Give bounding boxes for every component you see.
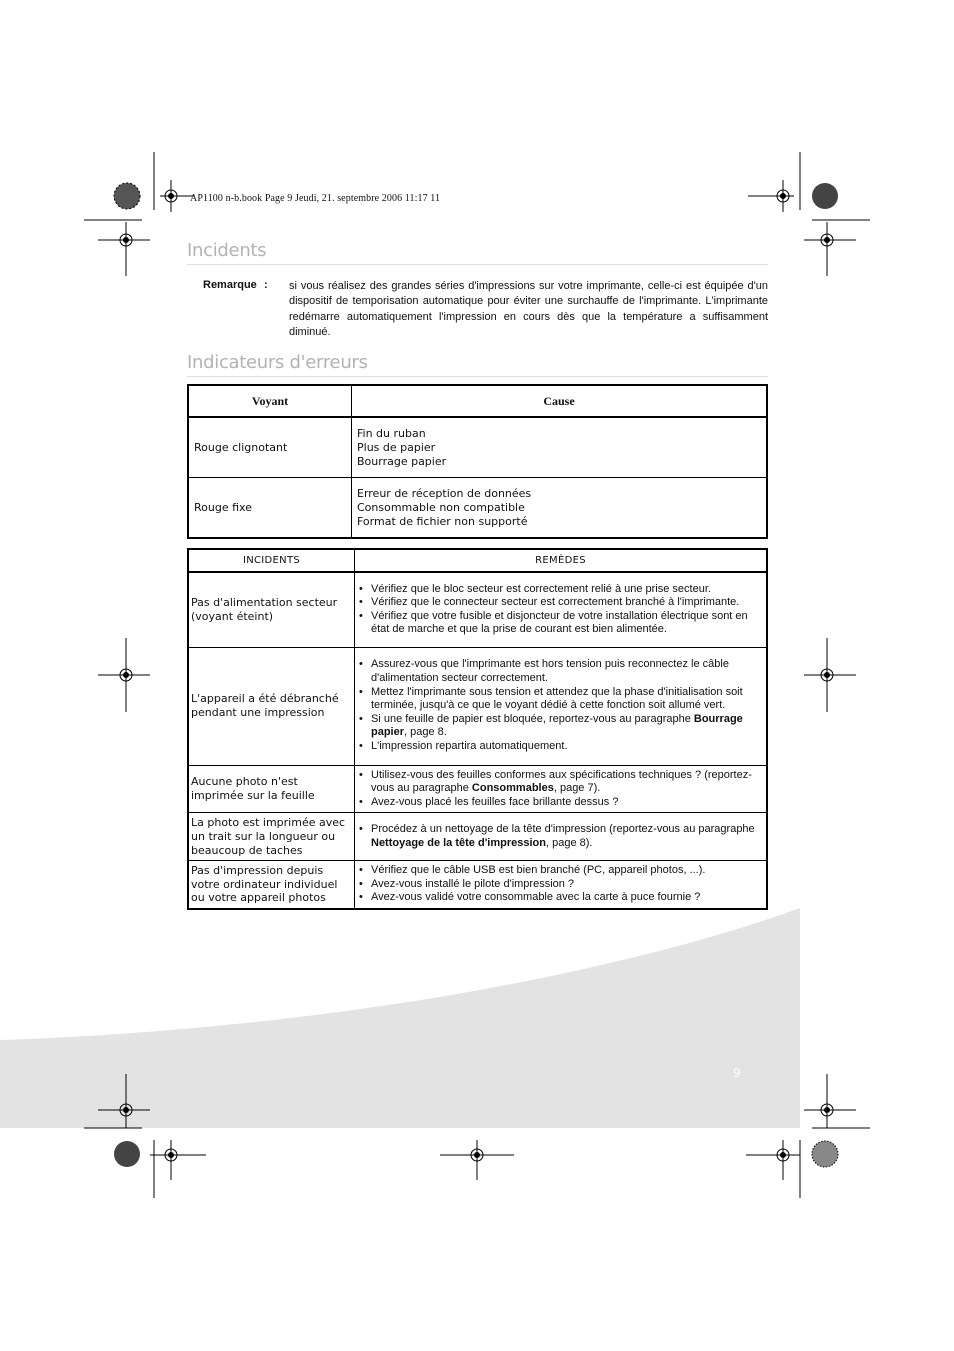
remedy-item: • Mettez l'imprimante sous tension et attendez que la phase d'initialisation soit terminée, jusqu'à ce que le voyant dédié à cette fonction soit allumé vert. <box>359 686 760 713</box>
remedy-item: • Vérifiez que le bloc secteur est correctement relié à une prise secteur. <box>359 583 760 597</box>
table-row <box>188 478 767 539</box>
section-title-error-indicators: Indicateurs d'erreurs <box>187 352 368 373</box>
header-remedes <box>355 549 768 572</box>
table-row <box>188 417 767 478</box>
remedy-cell <box>355 861 768 909</box>
cause-cell <box>352 417 768 478</box>
remedy-list <box>359 583 760 637</box>
header-cause: Cause <box>352 385 768 417</box>
title-rule <box>187 264 768 265</box>
remedy-text: Procédez à un nettoyage de la tête d'impression (reportez-vous au paragraphe <box>371 823 755 836</box>
table-row <box>188 861 767 909</box>
voyant-cell: Rouge fixe <box>188 478 352 539</box>
remedy-item: • Vérifiez que votre fusible et disjoncteur de votre installation électrique sont en état de marche et que la prise de courant est bien alimentée. <box>359 610 760 637</box>
remedy-item: • L'impression repartira automatiquement. <box>359 740 760 754</box>
incident-cell: Aucune photo n'est imprimée sur la feuille <box>188 765 355 813</box>
incidents-table <box>187 548 768 910</box>
remedy-item <box>359 823 760 850</box>
table-row <box>188 572 767 647</box>
cause-line: Format de fichier non supporté <box>357 514 528 528</box>
note-label: Remarque <box>203 279 257 291</box>
remedy-ref-tail: , page 8. <box>404 726 447 739</box>
incident-cell: L'appareil a été débranché pendant une impression <box>188 647 355 765</box>
remedy-item: • Vérifiez que le câble USB est bien branché (PC, appareil photos, ...). <box>359 864 760 878</box>
incident-cell: Pas d'impression depuis votre ordinateur individuel ou votre appareil photos <box>188 861 355 909</box>
remedy-ref: Bourrage papier <box>371 712 743 739</box>
remedy-item <box>359 713 760 740</box>
header-voyant: Voyant <box>188 385 352 417</box>
table-header-row <box>188 549 767 572</box>
remedy-cell <box>355 765 768 813</box>
note-text: si vous réalisez des grandes séries d'impressions sur votre imprimante, celle-ci est équipée d'un dispositif de temporisation automatique pour éviter une surchauffe de l'imprimante. L'imprimante redémarre automatiquement l'impression en cours dès que la température a suffisamment diminué. <box>289 280 768 338</box>
indicator-table <box>187 384 768 539</box>
cause-line: Bourrage papier <box>357 454 447 468</box>
cause-cell <box>352 478 768 539</box>
incident-cell: La photo est imprimée avec un trait sur la longueur ou beaucoup de taches <box>188 813 355 861</box>
remedy-cell <box>355 647 768 765</box>
remedy-list <box>359 823 760 850</box>
page-number: 9 <box>733 1066 741 1080</box>
voyant-cell: Rouge clignotant <box>188 417 352 478</box>
remedy-item <box>359 769 760 796</box>
remedy-ref: Nettoyage de la tête d'impression <box>371 836 546 849</box>
section-title-incidents: Incidents <box>187 240 267 261</box>
remedy-ref-tail: , page 7). <box>553 782 601 795</box>
incident-cell: Pas d'alimentation secteur (voyant éteint) <box>188 572 355 647</box>
remedy-list <box>359 658 760 753</box>
note-colon: : <box>264 279 268 291</box>
table-row <box>188 813 767 861</box>
remedy-list <box>359 864 760 905</box>
table-header-row <box>188 385 767 417</box>
remedy-cell <box>355 813 768 861</box>
remedy-text: Utilisez-vous des feuilles conformes aux spécifications techniques ? (reportez-vous au paragraphe <box>371 768 752 795</box>
remedy-item: • Avez-vous validé votre consommable avec la carte à puce fournie ? <box>359 891 760 905</box>
remedy-item: • Assurez-vous que l'imprimante est hors tension puis reconnectez le câble d'alimentation secteur correctement. <box>359 658 760 685</box>
header-incidents <box>188 549 355 572</box>
remedy-cell <box>355 572 768 647</box>
remedy-item: • Avez-vous placé les feuilles face brillante dessus ? <box>359 796 760 810</box>
table-row <box>188 647 767 765</box>
header-incidents-text: INCIDENTS <box>242 555 301 566</box>
remedy-text: Si une feuille de papier est bloquée, reportez-vous au paragraphe <box>371 712 691 725</box>
remedy-ref: Consommables <box>471 782 554 795</box>
remedy-ref-tail: , page 8). <box>546 836 593 849</box>
cause-line: Consommable non compatible <box>357 500 525 514</box>
remedy-item: • Vérifiez que le connecteur secteur est correctement branché à l'imprimante. <box>359 596 760 610</box>
table-row <box>188 765 767 813</box>
header-remedes-text: REMÈDES <box>535 555 586 566</box>
remedy-list <box>359 769 760 810</box>
cause-line: Plus de papier <box>357 440 436 454</box>
cause-line: Erreur de réception de données <box>357 486 532 500</box>
print-header-line: AP1100 n-b.book Page 9 Jeudi, 21. septembre 2006 11:17 11 <box>190 193 441 204</box>
title-rule <box>187 376 768 377</box>
remedy-item: • Avez-vous installé le pilote d'impression ? <box>359 878 760 892</box>
cause-line: Fin du ruban <box>357 426 426 440</box>
